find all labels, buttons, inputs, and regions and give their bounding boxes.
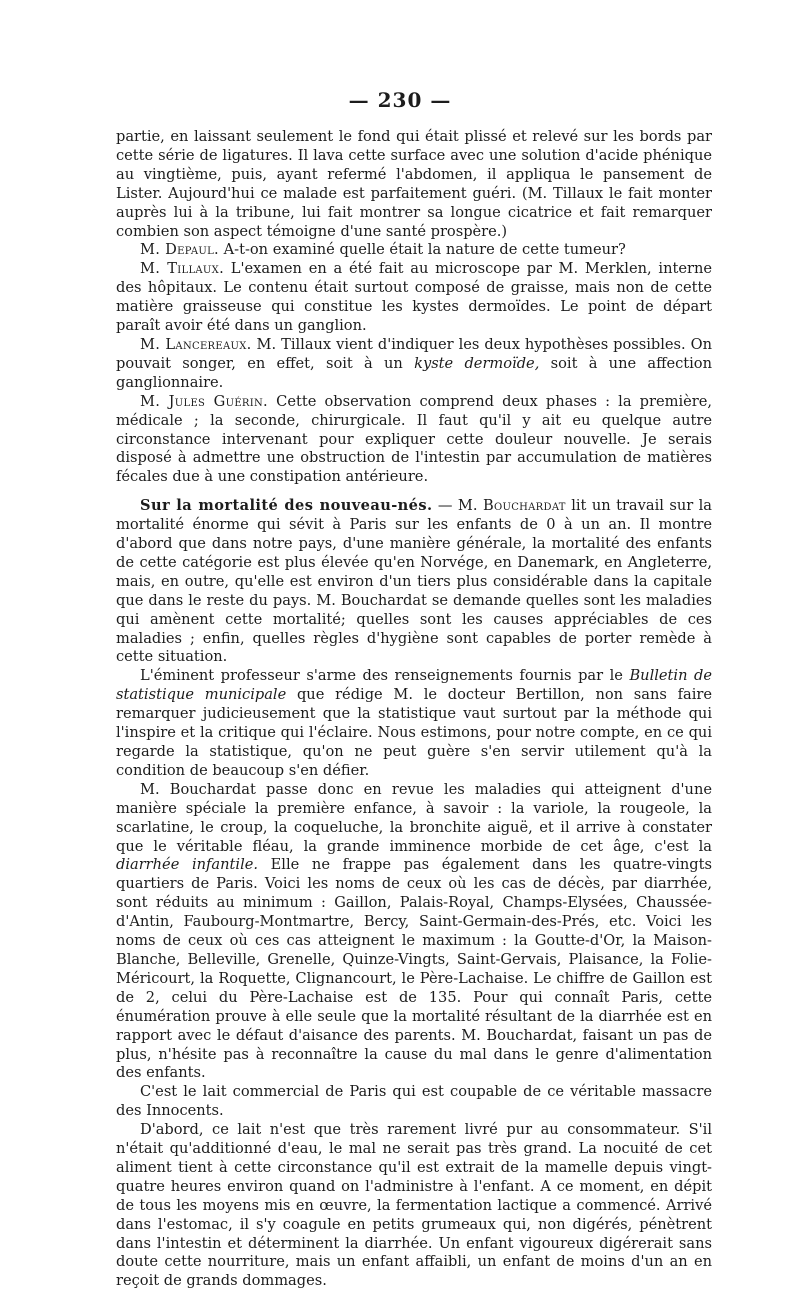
section-heading: Sur la mortalité des nouveau-nés. xyxy=(140,497,433,515)
paragraph-text: L'éminent professeur s'arme des renseignements fournis par le xyxy=(140,667,623,685)
paragraph-text: M. Tillaux vient d'indiquer les deux hypothèses possibles. On pouvait songer, en effet, soit à un xyxy=(116,335,712,372)
paragraph-text: Elle ne frappe pas également dans les quatre-vingts quartiers de Paris. Voici les noms de ceux où les cas de décès, par diarrhée, sont réduits au minimum : Gaillon, Palais-Royal, Champs-Elysées, Chaussée-d'Antin, Faubourg-Montmartre, Bercy, Saint-Germain-des-Prés, etc. Voici les noms de ceux où ces cas atteignent le maximum : la Goutte-d'Or, la Maison-Blanche, Belleville, Grenelle, Quinze-Vingts, Saint-Gervais, Plaisance, la Folie-Méricourt, la Roquette, Clignancourt, le Père-Lachaise. Le chiffre de Gaillon est de 2, celui du Père-Lachaise est de 135. Pour qui connaît Paris, cette énumération prouve à elle seule que la mortalité résultant de la diarrhée est en rapport avec le défaut d'aisance des parents. M. Bouchardat, faisant un pas de plus, n'hésite pas à reconnaître la cause du mal dans le genre d'alimentation des enfants. xyxy=(116,856,712,1082)
paragraph-text: A-t-on examiné quelle était la nature de cette tumeur? xyxy=(223,241,626,259)
page-number: — 230 — xyxy=(348,88,452,112)
paragraph-text: L'examen en a été fait au microscope par M. Merklen, interne des hôpitaux. Le contenu était surtout composé de graisse, mais non de cette matière graisseuse qui constitue les kystes dermoïdes. Le point de départ paraît avoir été dans un ganglion. xyxy=(116,260,712,335)
speaker-name: M. Jules Guérin. xyxy=(140,392,268,410)
italic-term: diarrhée infantile. xyxy=(116,856,259,874)
paragraph-10: D'abord, ce lait n'est que très rarement livré pur au consommateur. S'il n'était qu'additionné d'eau, le mal ne serait pas très grand. La nocuité de cet aliment tient à cette circonstance qu'il est extrait de la mamelle depuis vingt-quatre heures environ quand on l'administre à l'enfant. A ce moment, en dépit de tous les moyens mis en œuvre, la fermentation lactique a commencé. Arrivé dans l'estomac, il s'y coagule en petits grumeaux qui, non digérés, pénètrent dans l'intestin et déterminent la diarrhée. Un enfant vigoureux digérerait sans doute cette nourriture, mais un enfant affaibli, un enfant de moins d'un an en reçoit de grands dommages. xyxy=(116,1121,712,1290)
paragraph-text: Cette observation comprend deux phases : la première, médicale ; la seconde, chirurgicale. Il faut qu'il y ait eu quelque autre circonstance intervenant pour expliquer cette douleur nouvelle. Je serais disposé à admettre une obstruction de l'intestin par accumulation de matières fécales due à une constipation antérieure. xyxy=(116,392,713,486)
body-text xyxy=(116,128,712,1291)
speaker-name: M. Depaul. xyxy=(140,241,219,259)
author-name: Bouchardat xyxy=(482,497,566,515)
paragraph-7 xyxy=(116,667,712,780)
paragraph-5 xyxy=(116,393,712,488)
speaker-name: M. Tillaux. xyxy=(140,260,225,278)
paragraph-text: soit à une affection ganglionnaire. xyxy=(116,354,712,391)
paragraph-text: lit un travail sur la mortalité énorme qui sévit à Paris sur les enfants de 0 à un an. Il montre d'abord que dans notre pays, d'une manière générale, la mortalité des enfants de cette catégorie est plus élevée qu'en Norvége, en Danemark, en Angleterre, mais, en outre, qu'elle est environ d'un tiers plus considérable dans la capitale que dans le reste du pays. M. Bouchardat se demande quelles sont les maladies qui amènent cette mortalité; quelles sont les causes appréciables de ces maladies ; enfin, quelles règles d'hygiène sont capables de porter remède à cette situation. xyxy=(116,497,712,666)
speaker-name: M. Lancereaux. xyxy=(140,335,252,353)
paragraph-1: partie, en laissant seulement le fond qui était plissé et relevé sur les bords par cette série de ligatures. Il lava cette surface avec une solution d'acide phénique au vingtième, puis, ayant refermé l'abdomen, il appliqua le pansement de Lister. Aujourd'hui ce malade est parfaitement guéri. (M. Tillaux le fait monter auprès lui à la tribune, lui fait montrer sa longue cicatrice et fait remarquer combien son aspect témoigne d'une santé prospère.) xyxy=(116,128,712,240)
italic-term: kyste dermoïde, xyxy=(414,354,540,372)
italic-title: Bulletin de statistique municipale xyxy=(116,667,712,704)
paragraph-4 xyxy=(116,336,712,393)
paragraph-9: C'est le lait commercial de Paris qui est coupable de ce véritable massacre des Innocents. xyxy=(116,1083,712,1120)
paragraph-8 xyxy=(116,781,712,1084)
paragraph-3 xyxy=(116,260,712,336)
paragraph-text: M. Bouchardat passe donc en revue les maladies qui atteignent d'une manière spéciale la première enfance, à savoir : la variole, la rougeole, la scarlatine, le croup, la coqueluche, la bronchite aiguë, et il arrive à constater que le véritable fléau, la grande imminence morbide de cet âge, c'est la xyxy=(116,780,712,855)
heading-dash: — M. xyxy=(437,497,478,515)
paragraph-6 xyxy=(116,497,712,667)
paragraph-2 xyxy=(116,241,712,260)
paragraph-text: que rédige M. le docteur Bertillon, non sans faire remarquer judicieusement que la statistique vaut surtout par la méthode qui l'inspire et la critique qui l'éclaire. Nous estimons, pour notre compte, en ce qui regarde la statistique, qu'on ne peut guère s'en servir utilement qu'à la condition de beaucoup s'en défier. xyxy=(116,686,712,779)
